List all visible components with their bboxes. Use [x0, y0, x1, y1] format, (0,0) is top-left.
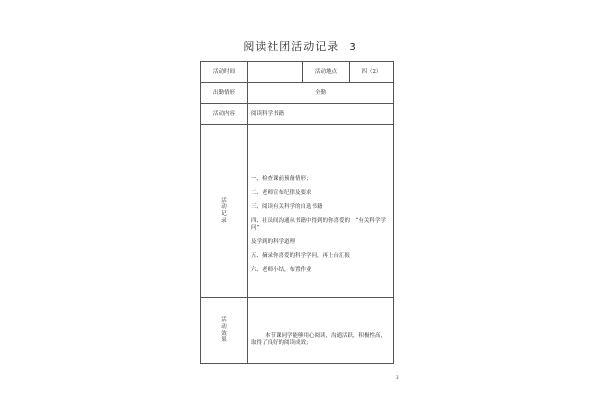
place-value: 四（2） [350, 62, 394, 83]
record-item: 五、摘录你喜爱的科学学问，再上台汇报 [251, 253, 351, 259]
record-item: 六、老师小结，布置作业 [251, 267, 312, 273]
effect-text: 本节课同学能够用心阅读，沟通活跃，积极性高，取得了良好的阅读成效； [248, 298, 394, 364]
effect-label [201, 298, 248, 364]
record-item: 及学到的科学道理 [251, 239, 296, 245]
document-title [200, 38, 400, 54]
record-item: 二、老师宣布纪律及要求 [251, 190, 312, 196]
row-attendance [201, 83, 394, 104]
title-number: 3 [349, 42, 357, 53]
effect-label-char: 效 [221, 330, 227, 337]
record-item: 三、阅读有关科学的自选书籍 [251, 204, 323, 210]
record-item: 四、社员间沟通从书籍中得到的你喜爱的 “有关科学学问” [251, 218, 386, 231]
activity-record-table [200, 61, 394, 364]
record-label-char: 活 [221, 197, 227, 204]
record-label-char: 记 [221, 211, 227, 217]
content-label: 活动内容 [201, 104, 248, 125]
place-label: 活动地点 [303, 62, 350, 83]
attendance-label: 出勤情形 [201, 83, 248, 104]
title-text: 阅读社团活动记录 [243, 40, 340, 53]
content-value: 阅读科学书籍 [248, 104, 394, 125]
effect-label-char: 果 [221, 337, 227, 344]
page-number: 3 [396, 375, 399, 380]
time-value [248, 62, 303, 83]
time-label: 活动时间 [201, 62, 248, 83]
attendance-value: 全勤 [248, 83, 394, 104]
row-content [201, 104, 394, 125]
row-record [201, 125, 394, 298]
record-label [201, 125, 248, 298]
record-label-char: 动 [221, 204, 227, 211]
record-content [248, 125, 394, 298]
effect-label-char: 动 [221, 323, 227, 330]
effect-label-char: 活 [221, 317, 227, 324]
record-item: 一、检查课前预备情形； [251, 176, 312, 182]
row-effect [201, 298, 394, 364]
record-label-char: 录 [221, 217, 227, 224]
row-time-place [201, 62, 394, 83]
